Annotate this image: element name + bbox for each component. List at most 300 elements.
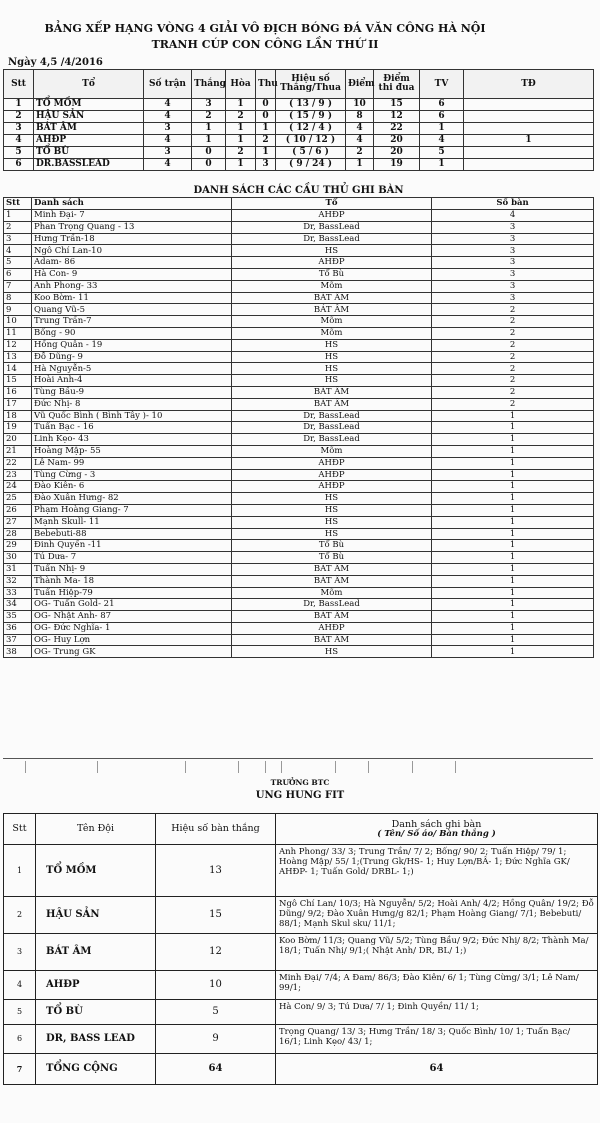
scorer-goals: 1	[432, 445, 594, 457]
scorer-row	[4, 575, 594, 587]
standings-cell: 0	[256, 111, 276, 123]
scorer-name: OG- Nhật Anh- 87	[32, 611, 232, 623]
standings-cell: ( 12 / 4 )	[276, 123, 346, 135]
scorer-team: BÁT ÂM	[232, 634, 432, 646]
standings-cell: 1	[420, 123, 464, 135]
scorer-name: Hoài Anh-4	[32, 375, 232, 387]
standings-cell: ( 10 / 12 )	[276, 135, 346, 147]
scorer-team: Dr, BassLead	[232, 410, 432, 422]
summary-total-diff: 64	[156, 1054, 276, 1085]
scorer-stt: 23	[4, 469, 32, 481]
scorer-team: HS	[232, 516, 432, 528]
scorer-row	[4, 210, 594, 222]
scorer-row	[4, 504, 594, 516]
summary-list: Ngô Chí Lan/ 10/3; Hà Nguyễn/ 5/2; Hoài Anh/ 4/2; Hồng Quân/ 19/2; Đỗ Dũng/ 9/2; Đào Xuân Hưng/g 82/1; Phạm Hoàng Giang/ 7/1; Bebebuti/ 88/1; Mạnh Skul sku/ 11/1;	[276, 897, 598, 934]
scorer-stt: 28	[4, 528, 32, 540]
scorer-name: Koo Bờm- 11	[32, 292, 232, 304]
summary-table	[3, 813, 598, 1085]
scorer-name: Đinh Quyền -11	[32, 540, 232, 552]
scorer-name: OG- Đức Nghĩa- 1	[32, 622, 232, 634]
scorer-team: Mõm	[232, 316, 432, 328]
scorers-col-name: Danh sách	[32, 198, 232, 210]
scorer-goals: 3	[432, 245, 594, 257]
scorers-section-row	[4, 185, 594, 198]
scorer-name: Anh Phong- 33	[32, 280, 232, 292]
scorer-row	[4, 280, 594, 292]
standings-cell: 22	[374, 123, 420, 135]
standings-cell	[464, 159, 594, 171]
standings-row	[4, 99, 594, 111]
summary-diff: 9	[156, 1025, 276, 1054]
organizer-name: UNG HUNG FIT	[255, 790, 345, 801]
scorer-row	[4, 410, 594, 422]
scorer-row	[4, 540, 594, 552]
scorer-row	[4, 386, 594, 398]
scorer-goals: 3	[432, 257, 594, 269]
scorer-team: HS	[232, 351, 432, 363]
scorer-team: HS	[232, 339, 432, 351]
scorer-team: Mõm	[232, 587, 432, 599]
scorer-stt: 20	[4, 434, 32, 446]
standings-cell: 3	[4, 123, 34, 135]
scorer-team: Dr, BassLead	[232, 221, 432, 233]
standings-cell: 12	[374, 111, 420, 123]
scorer-goals: 3	[432, 292, 594, 304]
scorer-team: HS	[232, 375, 432, 387]
scorer-row	[4, 611, 594, 623]
scorer-team: BÁT ÂM	[232, 292, 432, 304]
standings-cell: 5	[4, 147, 34, 159]
summary-col-list-title: Danh sách ghi bàn	[391, 819, 482, 830]
scorer-stt: 25	[4, 493, 32, 505]
standings-cell: 1	[420, 159, 464, 171]
scorer-name: Quang Vũ-5	[32, 304, 232, 316]
scorer-name: Hồng Quân - 19	[32, 339, 232, 351]
summary-stt: 5	[4, 1000, 36, 1025]
scorer-row	[4, 587, 594, 599]
standings-cell: 2	[346, 147, 374, 159]
scorer-stt: 21	[4, 445, 32, 457]
scorer-name: OG- Tuấn Gold- 21	[32, 599, 232, 611]
scorer-name: Đào Xuân Hưng- 82	[32, 493, 232, 505]
standings-cell: 1	[464, 135, 594, 147]
scorer-team: HS	[232, 493, 432, 505]
summary-row	[4, 971, 598, 1000]
scorer-stt: 14	[4, 363, 32, 375]
scorer-name: Tuấn Nhị- 9	[32, 563, 232, 575]
scorer-goals: 2	[432, 304, 594, 316]
scorer-row	[4, 257, 594, 269]
scorer-row	[4, 646, 594, 658]
scorer-stt: 1	[4, 210, 32, 222]
standings-cell: 6	[420, 111, 464, 123]
scorer-row	[4, 233, 594, 245]
summary-team: HẬU SẢN	[36, 897, 156, 934]
scorer-team: HS	[232, 363, 432, 375]
scorer-goals: 1	[432, 469, 594, 481]
scorer-stt: 27	[4, 516, 32, 528]
summary-col-team: Tên Đội	[36, 814, 156, 845]
scorer-row	[4, 563, 594, 575]
scorer-row	[4, 634, 594, 646]
scorer-goals: 1	[432, 434, 594, 446]
scorer-team: Tổ Bù	[232, 540, 432, 552]
scorer-goals: 1	[432, 493, 594, 505]
standings-cell: 4	[144, 135, 192, 147]
scorer-row	[4, 422, 594, 434]
scorer-row	[4, 327, 594, 339]
scorer-stt: 18	[4, 410, 32, 422]
standings-cell	[464, 111, 594, 123]
standings-cell: ( 5 / 6 )	[276, 147, 346, 159]
standings-cell: 1	[4, 99, 34, 111]
standings-cell: 2	[226, 111, 256, 123]
scorer-team: Tổ Bù	[232, 268, 432, 280]
standings-cell: 4	[4, 135, 34, 147]
standings-team-cell: TỔ BÙ	[34, 147, 144, 159]
summary-list: Koo Bờm/ 11/3; Quang Vũ/ 5/2; Tùng Bầu/ 9/2; Đức Nhị/ 8/2; Thành Ma/ 18/1; Tuấn Nhị/ 9/1;( Nhật Anh/ DR, BL/ 1;)	[276, 934, 598, 971]
document-title: BẢNG XẾP HẠNG VÒNG 4 GIẢI VÔ ĐỊCH BÓNG ĐÁ VĂN CÔNG HÀ NỘI	[44, 22, 486, 35]
scorer-goals: 1	[432, 481, 594, 493]
scorer-stt: 2	[4, 221, 32, 233]
scorer-goals: 1	[432, 634, 594, 646]
scorer-team: BÁT ÂM	[232, 611, 432, 623]
scorer-goals: 2	[432, 375, 594, 387]
standings-col-tv: TV	[420, 70, 464, 99]
summary-list: Hà Con/ 9/ 3; Tú Dưa/ 7/ 1; Đinh Quyền/ 11/ 1;	[276, 1000, 598, 1025]
scorer-goals: 1	[432, 575, 594, 587]
scorer-team: BÁT ÂM	[232, 386, 432, 398]
standings-cell: 2	[256, 135, 276, 147]
document-subtitle: TRANH CÚP CON CÔNG LẦN THỨ II	[151, 38, 379, 51]
scorer-row	[4, 268, 594, 280]
scorer-goals: 2	[432, 363, 594, 375]
summary-diff: 5	[156, 1000, 276, 1025]
scorer-row	[4, 552, 594, 564]
scorer-stt: 4	[4, 245, 32, 257]
standings-cell: 3	[192, 99, 226, 111]
standings-cell: 20	[374, 135, 420, 147]
scorer-stt: 3	[4, 233, 32, 245]
scorer-team: BÁT ÂM	[232, 398, 432, 410]
standings-col-won: Thắng	[192, 70, 226, 99]
scorer-name: Minh Đại- 7	[32, 210, 232, 222]
scorer-stt: 34	[4, 599, 32, 611]
standings-cell	[464, 123, 594, 135]
scorers-header-row	[4, 198, 594, 210]
scorer-name: Phan Trọng Quang - 13	[32, 221, 232, 233]
scorer-stt: 33	[4, 587, 32, 599]
summary-total-row	[4, 1054, 598, 1085]
scorer-team: AHĐP	[232, 210, 432, 222]
scorer-name: OG- Trung GK	[32, 646, 232, 658]
summary-col-list-subtitle: ( Tên/ Số áo/ Bàn thắng )	[377, 828, 496, 839]
scorer-stt: 16	[4, 386, 32, 398]
summary-col-list	[276, 814, 598, 845]
standings-cell	[464, 147, 594, 159]
organizer-label: TRƯỞNG BTC	[270, 778, 330, 787]
standings-team-cell: HẬU SẢN	[34, 111, 144, 123]
scorer-stt: 29	[4, 540, 32, 552]
scorer-goals: 3	[432, 280, 594, 292]
summary-row	[4, 934, 598, 971]
scorer-goals: 1	[432, 457, 594, 469]
scorer-row	[4, 292, 594, 304]
scorer-team: AHĐP	[232, 257, 432, 269]
scorer-stt: 19	[4, 422, 32, 434]
standings-col-conduct: Điểm thi đua	[374, 70, 420, 99]
standings-cell: 6	[420, 99, 464, 111]
scorer-row	[4, 221, 594, 233]
standings-cell: ( 15 / 9 )	[276, 111, 346, 123]
standings-col-stt: Stt	[4, 70, 34, 99]
standings-team-cell: AHĐP	[34, 135, 144, 147]
standings-cell: 4	[144, 159, 192, 171]
scorer-team: HS	[232, 528, 432, 540]
scorer-team: Mõm	[232, 280, 432, 292]
scorer-name: Hà Con- 9	[32, 268, 232, 280]
scorer-name: Ngô Chí Lan-10	[32, 245, 232, 257]
summary-team: TỔ MỒM	[36, 845, 156, 897]
summary-stt: 2	[4, 897, 36, 934]
scorer-name: Tùng Bầu-9	[32, 386, 232, 398]
summary-stt: 3	[4, 934, 36, 971]
scorer-row	[4, 457, 594, 469]
scorer-name: Trung Trần-7	[32, 316, 232, 328]
summary-row	[4, 1025, 598, 1054]
scorer-stt: 35	[4, 611, 32, 623]
scorer-stt: 31	[4, 563, 32, 575]
scorer-goals: 2	[432, 398, 594, 410]
standings-col-played: Số trận	[144, 70, 192, 99]
standings-cell: 4	[346, 135, 374, 147]
scorer-name: OG- Huy Lợn	[32, 634, 232, 646]
standings-cell: 4	[144, 111, 192, 123]
standings-cell: 2	[226, 147, 256, 159]
scorer-name: Tuấn Hiệp-79	[32, 587, 232, 599]
scorers-col-team: Tổ	[232, 198, 432, 210]
standings-cell: 1	[226, 135, 256, 147]
standings-cell: 10	[346, 99, 374, 111]
scorer-stt: 9	[4, 304, 32, 316]
scorer-goals: 1	[432, 504, 594, 516]
summary-col-stt: Stt	[4, 814, 36, 845]
scorer-team: Mõm	[232, 445, 432, 457]
scorer-name: Thành Ma- 18	[32, 575, 232, 587]
scorer-row	[4, 481, 594, 493]
scorer-goals: 1	[432, 552, 594, 564]
standings-cell: 2	[192, 111, 226, 123]
summary-diff: 12	[156, 934, 276, 971]
scorer-name: Mạnh Skull- 11	[32, 516, 232, 528]
standings-cell: 1	[256, 147, 276, 159]
scorers-table	[3, 185, 594, 658]
scorer-team: HS	[232, 245, 432, 257]
scorer-goals: 2	[432, 339, 594, 351]
summary-diff: 15	[156, 897, 276, 934]
standings-cell	[464, 99, 594, 111]
scorer-name: Đào Kiên- 6	[32, 481, 232, 493]
scorer-team: Tổ Bù	[232, 552, 432, 564]
scorer-goals: 1	[432, 540, 594, 552]
scorer-goals: 1	[432, 611, 594, 623]
scorer-name: Đỗ Dũng- 9	[32, 351, 232, 363]
summary-row	[4, 845, 598, 897]
standings-cell: 2	[4, 111, 34, 123]
standings-row	[4, 111, 594, 123]
scorer-row	[4, 445, 594, 457]
standings-cell: 0	[256, 99, 276, 111]
scorer-stt: 30	[4, 552, 32, 564]
scorer-team: HS	[232, 504, 432, 516]
summary-team: BÁT ÂM	[36, 934, 156, 971]
scorer-name: Lê Nam- 99	[32, 457, 232, 469]
scorer-name: Bống - 90	[32, 327, 232, 339]
standings-table	[3, 69, 594, 171]
standings-col-team: Tổ	[34, 70, 144, 99]
summary-row	[4, 897, 598, 934]
scorer-stt: 36	[4, 622, 32, 634]
scorer-row	[4, 316, 594, 328]
scorer-name: Tuấn Bạc - 16	[32, 422, 232, 434]
summary-team: DR, BASS LEAD	[36, 1025, 156, 1054]
scorer-goals: 2	[432, 351, 594, 363]
scorer-goals: 1	[432, 587, 594, 599]
standings-cell: 15	[374, 99, 420, 111]
scorer-stt: 8	[4, 292, 32, 304]
scorer-stt: 24	[4, 481, 32, 493]
standings-col-points: Điểm	[346, 70, 374, 99]
scorer-row	[4, 304, 594, 316]
scorer-row	[4, 469, 594, 481]
scorer-row	[4, 363, 594, 375]
scorer-row	[4, 375, 594, 387]
standings-cell: 1	[346, 159, 374, 171]
scorer-goals: 1	[432, 516, 594, 528]
scorer-name: Tùng Cừng - 3	[32, 469, 232, 481]
summary-stt: 4	[4, 971, 36, 1000]
standings-header-row	[4, 70, 594, 99]
scorer-team: BÁT ÂM	[232, 575, 432, 587]
scorer-name: Phạm Hoàng Giang- 7	[32, 504, 232, 516]
scorer-row	[4, 245, 594, 257]
scorer-stt: 13	[4, 351, 32, 363]
scorer-row	[4, 339, 594, 351]
standings-team-cell: BÁT ÂM	[34, 123, 144, 135]
scorers-col-stt: Stt	[4, 198, 32, 210]
standings-cell: 4	[144, 99, 192, 111]
scorer-team: Dr, BassLead	[232, 422, 432, 434]
scorer-row	[4, 528, 594, 540]
scorer-team: AHĐP	[232, 469, 432, 481]
summary-header-row	[4, 814, 598, 845]
scorer-row	[4, 398, 594, 410]
scorer-goals: 3	[432, 221, 594, 233]
scorer-stt: 7	[4, 280, 32, 292]
standings-cell: 4	[346, 123, 374, 135]
scorer-name: Adam- 86	[32, 257, 232, 269]
standings-cell: 1	[226, 159, 256, 171]
scorer-goals: 1	[432, 646, 594, 658]
summary-row	[4, 1000, 598, 1025]
scorer-goals: 2	[432, 386, 594, 398]
scorer-team: BÁT ÂM	[232, 304, 432, 316]
standings-cell: 0	[192, 147, 226, 159]
scorer-name: Hưng Trần-18	[32, 233, 232, 245]
scorer-name: Bebebuti-88	[32, 528, 232, 540]
document-date: Ngày 4,5 /4/2016	[8, 57, 103, 68]
summary-stt: 1	[4, 845, 36, 897]
scorer-row	[4, 622, 594, 634]
summary-list: Minh Đại/ 7/4; A Đam/ 86/3; Đào Kiên/ 6/ 1; Tùng Cừng/ 3/1; Lê Nam/ 99/1;	[276, 971, 598, 1000]
scorer-stt: 32	[4, 575, 32, 587]
scorer-name: Đức Nhị- 8	[32, 398, 232, 410]
standings-row	[4, 135, 594, 147]
summary-col-diff: Hiệu số bàn thắng	[156, 814, 276, 845]
summary-stt: 6	[4, 1025, 36, 1054]
summary-team: TỔ BÙ	[36, 1000, 156, 1025]
scorer-goals: 2	[432, 316, 594, 328]
standings-cell: ( 13 / 9 )	[276, 99, 346, 111]
standings-col-drawn: Hòa	[226, 70, 256, 99]
scorer-team: AHĐP	[232, 622, 432, 634]
scorer-goals: 1	[432, 599, 594, 611]
scorer-row	[4, 516, 594, 528]
standings-row	[4, 123, 594, 135]
scorer-row	[4, 599, 594, 611]
scorer-goals: 2	[432, 327, 594, 339]
summary-diff: 13	[156, 845, 276, 897]
standings-col-goal-diff: Hiệu số Thắng/Thua	[276, 70, 346, 99]
scorer-stt: 6	[4, 268, 32, 280]
standings-col-lost: Thu	[256, 70, 276, 99]
summary-list: Trọng Quang/ 13/ 3; Hưng Trần/ 18/ 3; Quốc Bình/ 10/ 1; Tuấn Bạc/ 16/1; Linh Kẹo/ 43/ 1;	[276, 1025, 598, 1054]
scorer-name: Hà Nguyễn-5	[32, 363, 232, 375]
scorer-team: Dr, BassLead	[232, 233, 432, 245]
summary-total-stt: 7	[4, 1054, 36, 1085]
standings-col-td: TĐ	[464, 70, 594, 99]
summary-list: Anh Phong/ 33/ 3; Trung Trần/ 7/ 2; Bống/ 90/ 2; Tuấn Hiệp/ 79/ 1; Hoàng Mập/ 55/ 1;(Trung Gk/HS- 1; Huy Lợn/BÂ- 1; Đức Nghĩa GK/ AHĐP- 1; Tuấn Gold/ DRBL- 1;)	[276, 845, 598, 897]
scorer-team: Dr, BassLead	[232, 599, 432, 611]
spreadsheet-gridline-strip	[3, 758, 593, 773]
scorer-row	[4, 493, 594, 505]
standings-cell: 3	[144, 147, 192, 159]
scorer-stt: 38	[4, 646, 32, 658]
scorer-row	[4, 351, 594, 363]
scorer-goals: 1	[432, 528, 594, 540]
scorer-goals: 1	[432, 410, 594, 422]
scorer-name: Hoàng Mập- 55	[32, 445, 232, 457]
summary-team: AHĐP	[36, 971, 156, 1000]
scorer-team: AHĐP	[232, 481, 432, 493]
standings-cell: 1	[256, 123, 276, 135]
scorer-goals: 3	[432, 268, 594, 280]
scorer-stt: 17	[4, 398, 32, 410]
scorer-name: Linh Kẹo- 43	[32, 434, 232, 446]
standings-cell: 1	[192, 135, 226, 147]
scorer-row	[4, 434, 594, 446]
standings-cell: 8	[346, 111, 374, 123]
standings-cell: ( 9 / 24 )	[276, 159, 346, 171]
standings-cell: 3	[144, 123, 192, 135]
scorer-stt: 26	[4, 504, 32, 516]
standings-cell: 20	[374, 147, 420, 159]
scorer-stt: 12	[4, 339, 32, 351]
standings-team-cell: DR.BASSLEAD	[34, 159, 144, 171]
scorer-stt: 11	[4, 327, 32, 339]
scorer-goals: 4	[432, 210, 594, 222]
scorer-stt: 22	[4, 457, 32, 469]
